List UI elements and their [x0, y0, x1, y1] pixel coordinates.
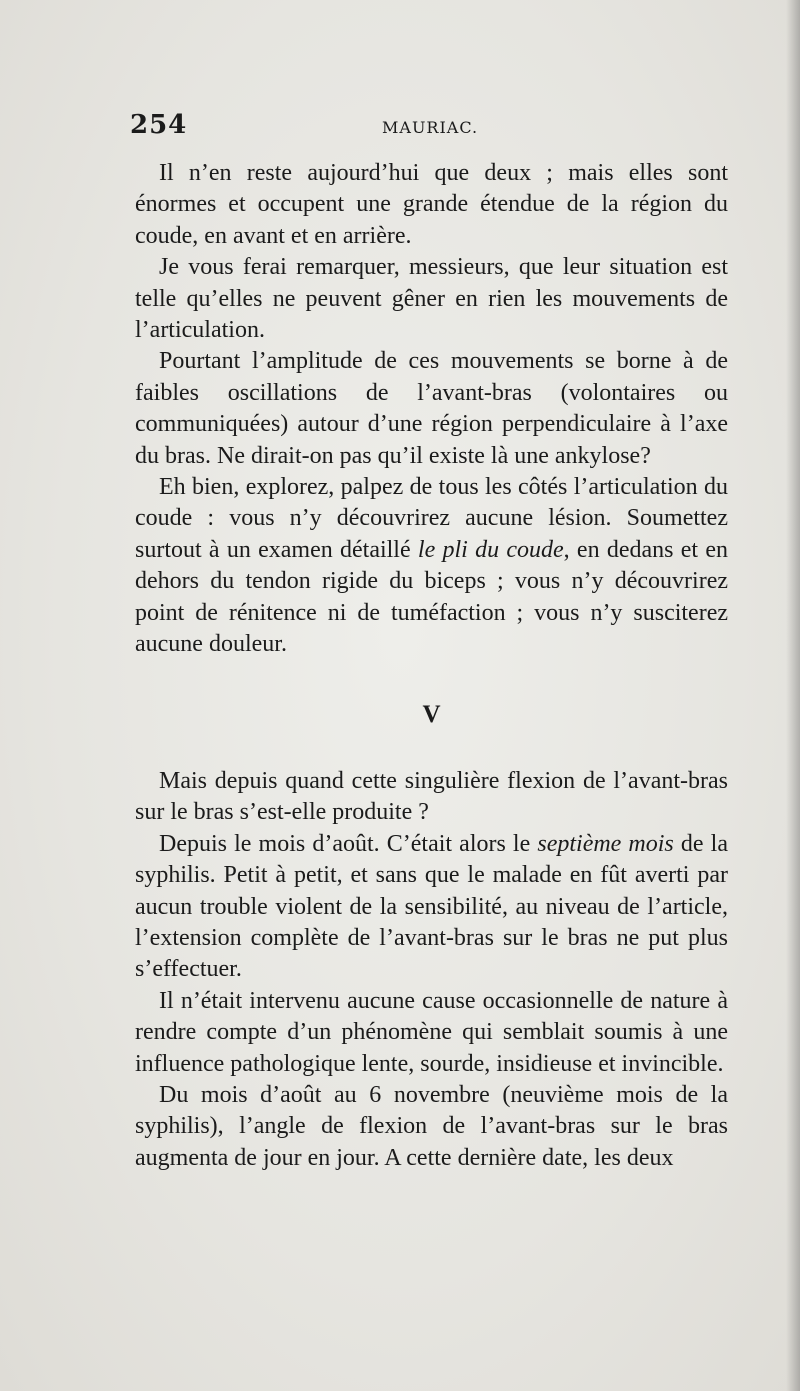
- paragraph-6-text-b: de la syphilis. Petit à petit, et sans que le malade en fût averti par aucun trouble violent de la sensibilité, au niveau de l’article, l’extension complète de l’avant-bras sur le bras ne put plus s’effectuer.: [135, 830, 728, 983]
- section-heading: V: [422, 700, 441, 728]
- paragraph-8: Du mois d’août au 6 novembre (neuvième mois de la syphilis), l’angle de flexion de l’avant-bras sur le bras augmenta de jour en jour. A cette dernière date, les deux: [135, 1081, 728, 1171]
- paragraph-6-italic: septième mois: [537, 830, 674, 857]
- running-head: [130, 110, 730, 146]
- paragraph-3: Pourtant l’amplitude de ces mouvements se borne à de faibles oscillations de l’avant-bras (volontaires ou communiquées) autour d’une région perpendiculaire à l’axe du bras. Ne dirait-on pas qu’il existe là une ankylose?: [135, 348, 728, 469]
- page-edge-shadow: [786, 0, 800, 1391]
- paragraph-4: [135, 472, 728, 660]
- paragraph-5: Mais depuis quand cette singulière flexion de l’avant-bras sur le bras s’est-elle produite ?: [135, 767, 728, 826]
- paragraph-6: [135, 829, 728, 986]
- running-title: MAURIAC.: [382, 118, 479, 137]
- paragraph-2: Je vous ferai remarquer, messieurs, que leur situation est telle qu’elles ne peuvent gêner en rien les mouvements de l’articulation.: [135, 254, 728, 344]
- paragraph-4-text-b: , en dedans et en dehors du tendon rigide du biceps ; vous n’y découvrirez point de rénitence ni de tuméfaction ; vous n’y susciterez aucune douleur.: [135, 536, 728, 658]
- paragraph-4-italic: le pli du coude: [417, 536, 564, 563]
- paragraph-7: Il n’était intervenu aucune cause occasionnelle de nature à rendre compte d’un phénomène qui semblait soumis à une influence pathologique lente, sourde, insidieuse et invincible.: [135, 987, 728, 1077]
- paragraph-6-text-a: Depuis le mois d’août. C’était alors le: [159, 830, 538, 857]
- body-text: [135, 158, 728, 1174]
- page-number: 254: [130, 110, 188, 140]
- paragraph-1: Il n’en reste aujourd’hui que deux ; mais elles sont énormes et occupent une grande étendue de la région du coude, en avant et en arrière.: [135, 160, 728, 249]
- paragraph-4-text-a: Eh bien, explorez, palpez de tous les côtés l’articulation du coude : vous n’y découvrirez aucune lésion. Soumettez surtout à un examen détaillé: [135, 474, 728, 563]
